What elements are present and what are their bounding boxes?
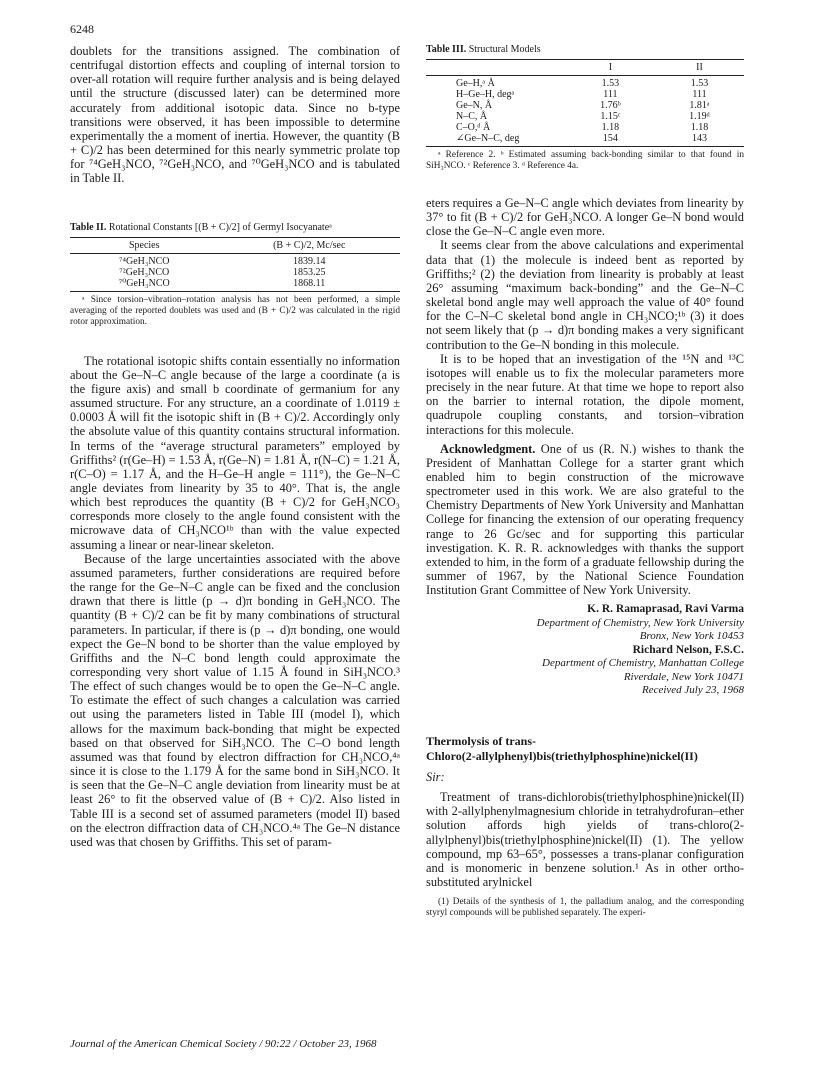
table-2-title: Rotational Constants [(B + C)/2] of Germyl Isocyanateᵃ <box>108 221 332 233</box>
right-column <box>426 44 744 919</box>
table-cell: 154 <box>566 133 655 147</box>
table-cell: 1.18 <box>601 122 620 133</box>
table-cell: ⁷²GeH₃NCO <box>119 266 170 278</box>
table-cell: 1.18 <box>690 122 709 133</box>
paragraph: The rotational isotopic shifts contain essentially no information about the Ge–N–C angle because of the large a coordinate (a is the figure axis) and small b coordinate of germanium for any assumed structure. For any structure, an a coordinate of 1.0119 ± 0.0003 Å will fit the isotopic shift in (B + C)/2. Accordingly only the absolute value of this quantity contains structural information. In terms of the “average structural parameters” employed by Griffiths² (r(Ge–H) = 1.53 Å, r(Ge–N) = 1.81 Å, r(N–C) = 1.21 Å, r(C–O) = 1.17 Å, and the H–Ge–H angle = 111°), the Ge–N–C angle deviates from linearity by 35 to 40°. That is, the angle which best reproduces the quantity (B + C)/2 for GeH₃NCO₃ corresponds more closely to the angle found consistent with the microwave data of CH₃NCO¹ᵇ than with the value expected assuming a linear or near-linear skeleton. <box>70 353 400 552</box>
table-2 <box>70 237 400 292</box>
table-cell: 1839.14 <box>293 255 326 267</box>
table-cell: 1.19ᵈ <box>689 111 710 122</box>
acknowledgment-text: One of us (R. N.) wishes to thank the President of Manhattan College for a starter grant which enabled him to begin construction of the microwave spectrometer used in this work. We are also grateful to the Chemistry Departments of New York University and Manhattan College for financing the extension of our operating frequency range to 26 Gc/sec and for supporting this particular investigation. K. R. R. acknowledges with thanks the support extended to him, in the form of a graduate fellowship during the summer of 1967, by the National Science Foundation Institution Grant Committee of New York University. <box>426 441 744 598</box>
table-header: Species <box>70 237 219 253</box>
table-cell: C–O,ᵈ Å <box>456 122 491 133</box>
article-title-line-1: Thermolysis of trans- <box>426 733 536 748</box>
table-2-caption <box>70 222 400 234</box>
affiliation-1: Department of Chemistry, New York University <box>536 616 744 629</box>
table-row <box>426 133 744 147</box>
paragraph: Treatment of trans-dichlorobis(triethylphosphine)nickel(II) with 2-allylphenylmagnesium chloride in tetrahydrofuran–ether solution affords high yields of trans-chloro(2-allylphenyl)bis(triethylphosphine)nickel(II) (1). The yellow compound, mp 63–65°, possesses a trans-planar configuration and is monomeric in benzene solution.¹ As in other ortho-substituted arylnickel <box>426 790 744 889</box>
table-cell: 1.81ᵃ <box>689 100 710 111</box>
signature-block <box>426 603 744 698</box>
table-cell: 1.53 <box>601 78 620 89</box>
table-cell: ⁷⁰GeH₃NCO <box>70 278 219 292</box>
table-header: II <box>655 60 744 76</box>
paragraph: It seems clear from the above calculations and experimental data that (1) the molecule is indeed bent as reported by Griffiths;² (2) the deviation from linearity is probably at least 26° assuming “maximum back-bonding” and the Ge–N–C skeletal bond angle may well approach the value of 40° found for the C–N–C skeletal bond angle in CH₃NCO;¹ᵇ (3) it does not seem likely that (p → d)π bonding makes a very significant contribution to the Ge–N bonding in this molecule. <box>426 238 744 352</box>
author-names-2: Richard Nelson, F.S.C. <box>632 643 744 656</box>
table-cell: 111 <box>692 89 707 100</box>
table-cell: ⁷⁴GeH₃NCO <box>119 255 170 267</box>
left-column <box>70 44 400 849</box>
paragraph: eters requires a Ge–N–C angle which deviates from linearity by 37° to fit (B + C)/2 for GeH₃NCO. A longer Ge–N bond would close the Ge–N–C angle even more. <box>426 196 744 239</box>
affiliation-2: Department of Chemistry, Manhattan College <box>542 657 744 670</box>
address-2: Riverdale, New York 10471 <box>623 670 744 683</box>
table-row <box>426 89 744 100</box>
acknowledgment <box>426 442 744 598</box>
table-row <box>426 76 744 90</box>
article-title-line-2: Chloro(2-allylphenyl)bis(triethylphosphine)nickel(II) <box>426 748 698 763</box>
author-names-1: K. R. Ramaprasad, Ravi Varma <box>587 603 744 616</box>
table-2-footnote: ᵃ Since torsion–vibration–rotation analysis has not been performed, a simple averaging of the reported doublets was used and (B + C)/2 was calculated in the rigid rotor approximation. <box>70 294 400 327</box>
received-date: Received July 23, 1968 <box>641 684 744 697</box>
footnote: (1) Details of the synthesis of 1, the palladium analog, and the corresponding styryl compounds will be published separately. The experi- <box>426 897 744 919</box>
paragraph: doublets for the transitions assigned. The combination of centrifugal distortion effects and coupling of internal torsion to over-all rotation will require further analysis and is being delayed until the structure (discussed later) can be determined more accurately from additional isotopic data. Since no b-type transitions were observed, it has been impossible to determine experimentally the a moment of inertia. However, the quantity (B + C)/2 has been determined for this nearly symmetric prolate top for ⁷⁴GeH₃NCO, ⁷²GeH₃NCO, and ⁷⁰GeH₃NCO and is tabulated in Table II. <box>70 44 400 186</box>
paragraph: It is to be hoped that an investigation of the ¹⁵N and ¹³C isotopes will enable us to fix the molecular parameters more precisely in the near future. At that time we hope to report also on the barrier to internal rotation, the dipole moment, quadrupole coupling constants, and torsion–vibration interactions for this molecule. <box>426 351 744 437</box>
table-cell: 1.76ᵇ <box>600 100 621 111</box>
table-cell: 1.15ᶜ <box>600 111 621 122</box>
table-row <box>426 100 744 111</box>
table-row <box>70 253 400 267</box>
salutation: Sir: <box>426 769 445 784</box>
table-2-label: Table II. <box>70 221 107 233</box>
table-3-title: Structural Models <box>468 44 541 55</box>
table-cell: 1.53 <box>690 78 709 89</box>
table-row <box>426 122 744 133</box>
table-cell: 1868.11 <box>219 278 401 292</box>
table-cell: H–Ge–H, degᵃ <box>456 89 515 100</box>
table-header: (B + C)/2, Mc/sec <box>219 237 401 253</box>
table-cell: Ge–N, Å <box>456 100 493 111</box>
table-row <box>70 278 400 292</box>
table-header <box>426 60 566 76</box>
table-3-footnote: ᵃ Reference 2. ᵇ Estimated assuming back-bonding similar to that found in SiH₃NCO. ᶜ Reference 3. ᵈ Reference 4a. <box>426 150 744 171</box>
table-cell: Ge–H,ᵃ Å <box>456 78 495 89</box>
page-number: 6248 <box>70 22 94 36</box>
table-row <box>70 267 400 278</box>
paragraph: Because of the large uncertainties associated with the above assumed parameters, further considerations are required before the range for the Ge–N–C angle can be fixed and the conclusion drawn that there is little (p → d)π bonding in GeH₃NCO. The quantity (B + C)/2 can be fit by many combinations of structural parameters. In particular, if there is (p → d)π bonding, one would expect the Ge–N bond to be shorter than the value employed by Griffiths and the N–C bond length could approximate the corresponding very short value of 1.15 Å found in SiH₃NCO.³ The effect of such changes would be to open the Ge–N–C angle. To estimate the effect of such changes a calculation was carried out using the parameters listed in Table III (model I), which allows for the maximum back-bonding that might be expected based on that observed for SiH₃NCO. The C–O bond length assumed was that found by electron diffraction for CH₃NCO,⁴ᵃ since it is close to the 1.179 Å for the same bond in SiH₃NCO. It is seen that the Ge–N–C angle deviation from linearity must be at least 26° to fit the observed value of (B + C)/2. Also listed in Table III is a second set of assumed parameters (model II) based on the electron diffraction data of CH₃NCO.⁴ᵃ The Ge–N distance used was that chosen by Griffiths. This set of param- <box>70 551 400 849</box>
table-cell: ∠Ge–N–C, deg <box>426 133 566 147</box>
table-cell: 1853.25 <box>293 266 326 278</box>
address-1: Bronx, New York 10453 <box>639 630 744 643</box>
table-cell: 111 <box>603 89 618 100</box>
table-3-label: Table III. <box>426 44 467 55</box>
table-3-caption <box>426 44 744 56</box>
table-cell: N–C, Å <box>456 111 488 122</box>
table-3 <box>426 59 744 147</box>
acknowledgment-label: Acknowledgment. <box>440 441 536 456</box>
journal-footer: Journal of the American Chemical Society / 90:22 / October 23, 1968 <box>70 1038 377 1050</box>
table-row <box>426 111 744 122</box>
table-cell: 143 <box>655 133 744 147</box>
table-header: I <box>566 60 655 76</box>
